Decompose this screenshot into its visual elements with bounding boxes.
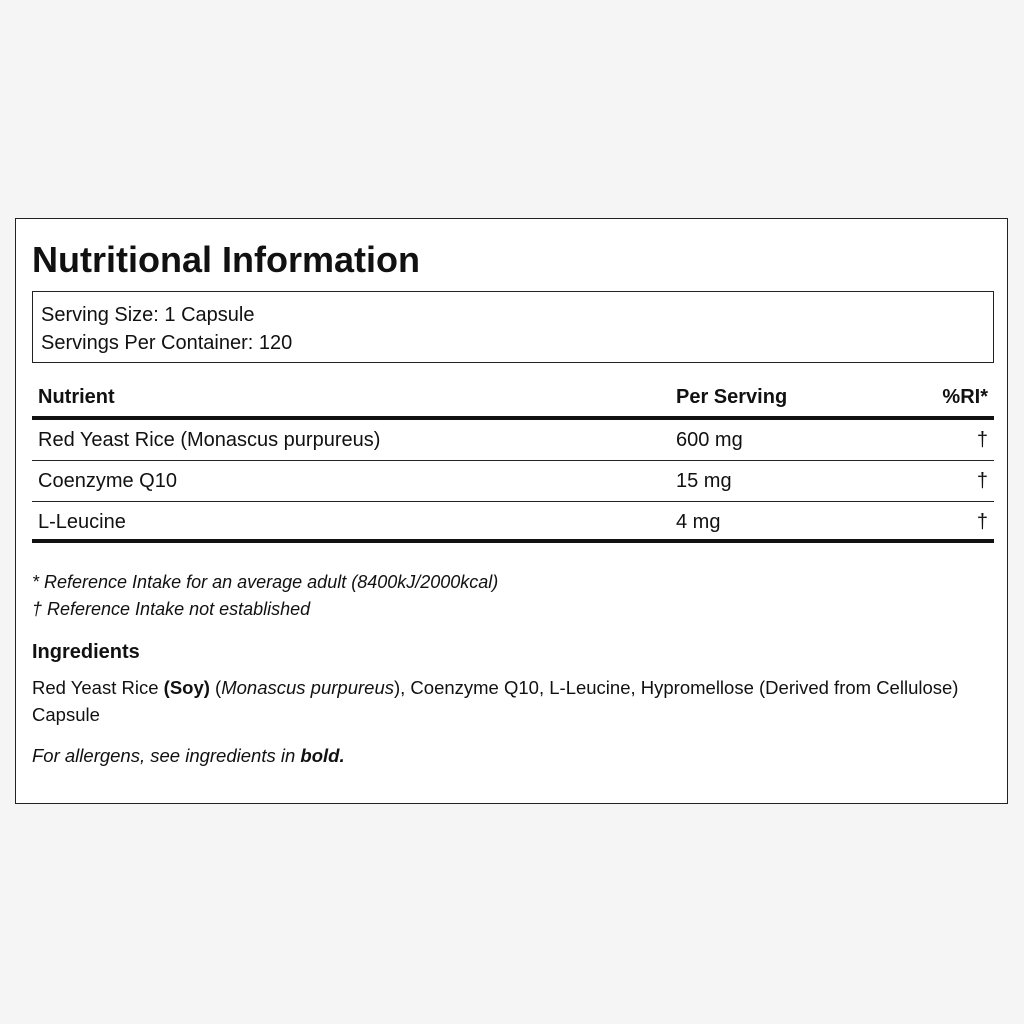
table-row xyxy=(32,461,994,502)
nutrient-ri: † xyxy=(976,511,988,533)
allergen-note xyxy=(32,745,345,767)
nutrient-amount: 15 mg xyxy=(676,470,732,492)
ingredients-heading: Ingredients xyxy=(32,641,140,663)
serving-info-box xyxy=(32,291,994,363)
nutrient-name: L-Leucine xyxy=(38,511,126,533)
nutrient-amount: 600 mg xyxy=(676,429,743,451)
nutrient-table xyxy=(32,379,994,543)
footnote-not-established: † Reference Intake not established xyxy=(32,599,311,619)
ingredients-part: Red Yeast Rice xyxy=(32,677,164,698)
nutrient-name: Coenzyme Q10 xyxy=(38,470,177,492)
allergen-note-emphasis: bold. xyxy=(300,745,345,766)
nutrient-ri: † xyxy=(976,470,988,492)
footnotes xyxy=(32,569,498,623)
allergen-note-text: For allergens, see ingredients in xyxy=(32,745,301,766)
servings-per-container: Servings Per Container: 120 xyxy=(41,332,293,354)
footnote-reference-intake: * Reference Intake for an average adult (8400kJ/2000kcal) xyxy=(32,572,499,592)
nutrient-amount: 4 mg xyxy=(676,511,721,533)
table-row xyxy=(32,420,994,461)
header-ri: %RI* xyxy=(942,386,988,408)
table-row xyxy=(32,502,994,543)
allergen-highlight: (Soy) xyxy=(163,677,210,698)
header-nutrient: Nutrient xyxy=(38,386,115,408)
serving-size: Serving Size: 1 Capsule xyxy=(41,304,255,326)
page-title: Nutritional Information xyxy=(32,239,420,280)
nutrient-ri: † xyxy=(976,429,988,451)
ingredients-part: ( xyxy=(209,677,222,698)
table-header-row xyxy=(32,379,994,420)
latin-name: Monascus purpureus xyxy=(221,677,394,698)
nutrient-name: Red Yeast Rice (Monascus purpureus) xyxy=(38,429,381,451)
nutrition-panel xyxy=(15,218,1008,804)
header-per-serving: Per Serving xyxy=(676,386,788,408)
ingredients-list xyxy=(32,674,997,728)
ingredients-part: ), Coenzyme Q10, L-Leucine, Hypromellose (Derived from Cellulose) Capsule xyxy=(32,677,959,725)
